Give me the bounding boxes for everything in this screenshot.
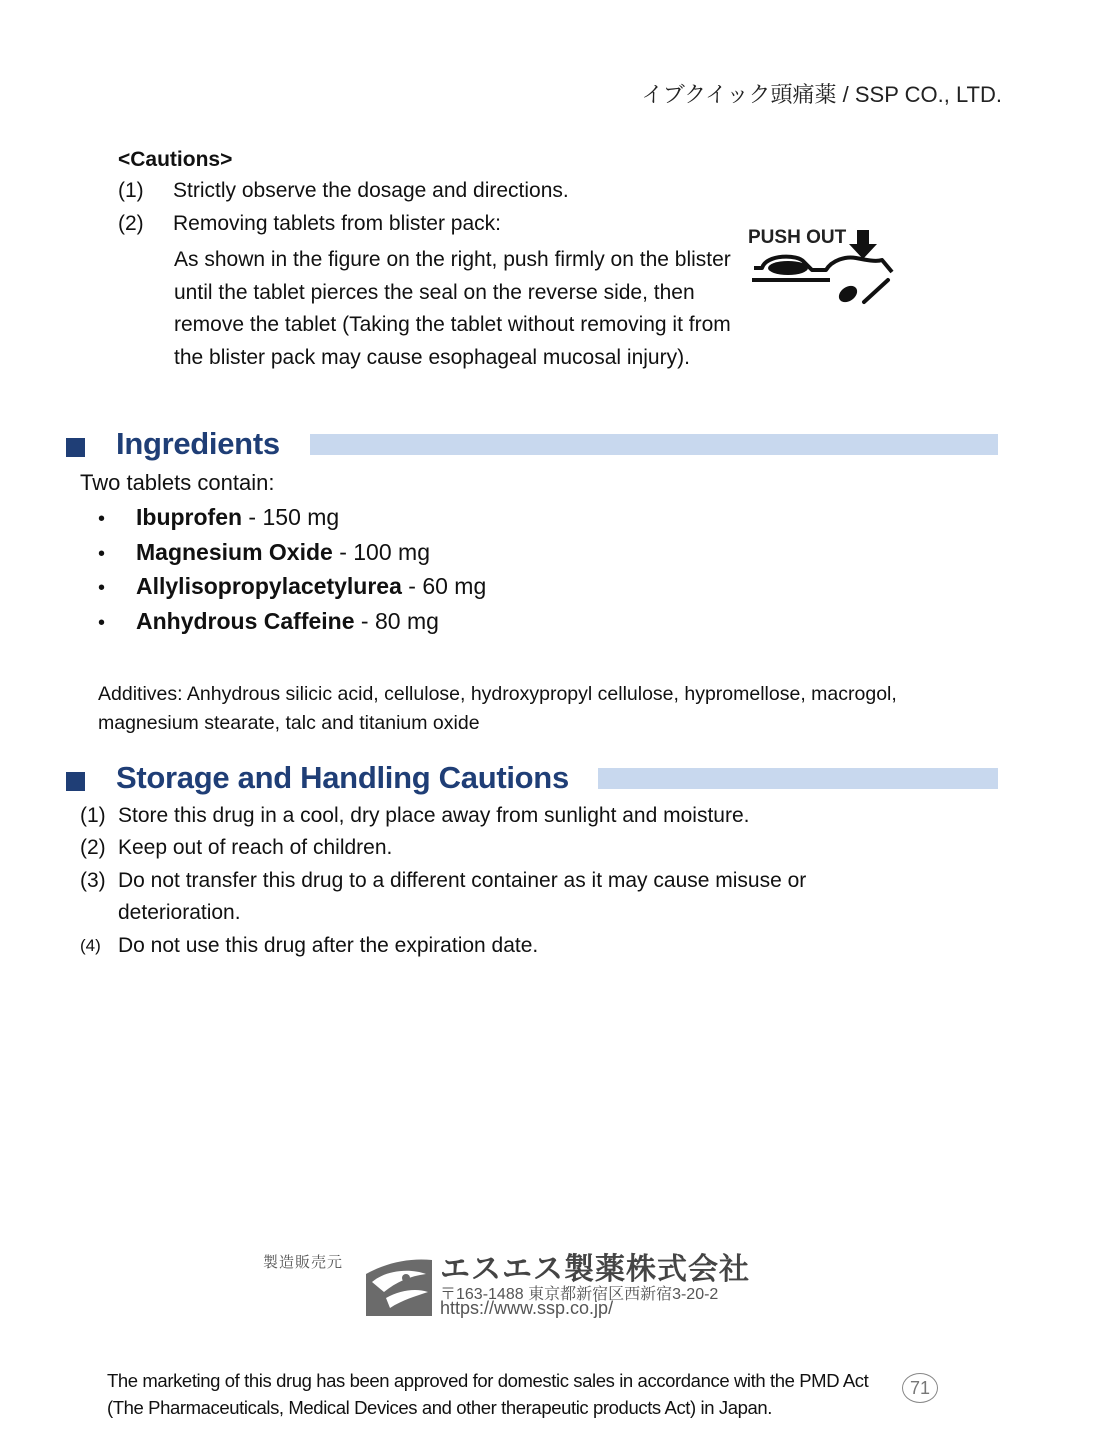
ingredient-amount: - 60 mg [401, 573, 487, 599]
section-bar [598, 768, 998, 789]
storage-text: Store this drug in a cool, dry place away from sunlight and moisture. [118, 804, 750, 827]
ingredients-heading: Ingredients [116, 426, 280, 461]
storage-list [80, 800, 918, 962]
arrow-down-icon [849, 230, 877, 259]
ingredients-intro: Two tablets contain: [80, 470, 275, 495]
storage-text: Do not use this drug after the expiration date. [118, 933, 539, 957]
additives-text: Additives: Anhydrous silicic acid, cellulose, hydroxypropyl cellulose, hypromellose, macrogol, magnesium stearate, talc and titanium oxide [98, 683, 897, 734]
storage-heading: Storage and Handling Cautions [116, 760, 569, 795]
storage-number: (1) [80, 804, 106, 827]
company-name: エスエス製薬株式会社 [440, 1253, 750, 1286]
ingredient-item [98, 500, 486, 535]
ingredient-name: Allylisopropylacetylurea [136, 573, 402, 599]
caution-detail: As shown in the figure on the right, push firmly on the blister until the tablet pierces the seal on the reverse side, then remove the tablet (Taking the tablet without removing it from the blister pack may cause esophageal mucosal injury). [174, 248, 731, 369]
ingredients-list [98, 500, 486, 638]
page-number: 71 [902, 1373, 938, 1403]
ingredients-section-header [66, 426, 1006, 470]
storage-section-header [66, 760, 1006, 804]
cautions-title: <Cautions> [118, 148, 233, 171]
caution-text: Strictly observe the dosage and directions. [173, 179, 569, 202]
storage-item [80, 832, 918, 864]
section-bar [310, 434, 998, 455]
ingredient-amount: - 100 mg [332, 538, 430, 565]
footer-note: The marketing of this drug has been approved for domestic sales in accordance with the PMD Act (The Pharmaceuticals, Medical Devices and other therapeutic products Act) in Japan. [107, 1370, 869, 1418]
storage-item [80, 800, 918, 832]
storage-item [80, 865, 918, 930]
storage-item [80, 930, 918, 962]
bullet-icon: • [98, 577, 106, 599]
storage-text: Keep out of reach of children. [118, 836, 393, 860]
ssp-logo-icon [366, 1252, 432, 1316]
released-tablet-icon [836, 283, 860, 306]
caution-item-1 [118, 179, 569, 203]
push-out-label: PUSH OUT [748, 227, 847, 248]
storage-number: (2) [80, 836, 106, 860]
document-header: イブクイック頭痛薬 / SSP CO., LTD. [641, 82, 1002, 107]
caution-number: (2) [118, 212, 144, 235]
ingredient-item [98, 535, 486, 570]
storage-number: (3) [80, 868, 106, 892]
ingredient-amount: - 80 mg [354, 607, 439, 634]
ingredient-item [98, 569, 486, 604]
bullet-icon: • [98, 508, 106, 530]
ingredient-amount: - 150 mg [242, 504, 340, 530]
bullet-icon: • [98, 611, 106, 634]
ingredient-name: Anhydrous Caffeine [136, 607, 355, 634]
ingredient-name: Magnesium Oxide [136, 538, 333, 565]
section-square-icon [66, 772, 85, 791]
ingredient-item [98, 604, 486, 639]
company-address: 〒163-1488 東京都新宿区西新宿3-20-2 [440, 1286, 719, 1303]
storage-text: Do not transfer this drug to a different container as it may cause misuse or deterioration. [118, 868, 807, 925]
manufacturer-label: 製造販売元 [263, 1254, 344, 1271]
ingredient-name: Ibuprofen [136, 504, 243, 530]
push-out-figure [746, 222, 906, 308]
caution-number: (1) [118, 179, 144, 202]
caution-text: Removing tablets from blister pack: [173, 212, 501, 235]
caution-item-2 [118, 212, 501, 236]
bullet-icon: • [98, 542, 106, 565]
tablet-icon [768, 261, 808, 275]
company-url[interactable]: https://www.ssp.co.jp/ [440, 1298, 614, 1318]
section-square-icon [66, 438, 85, 457]
storage-number: (4) [80, 935, 101, 955]
